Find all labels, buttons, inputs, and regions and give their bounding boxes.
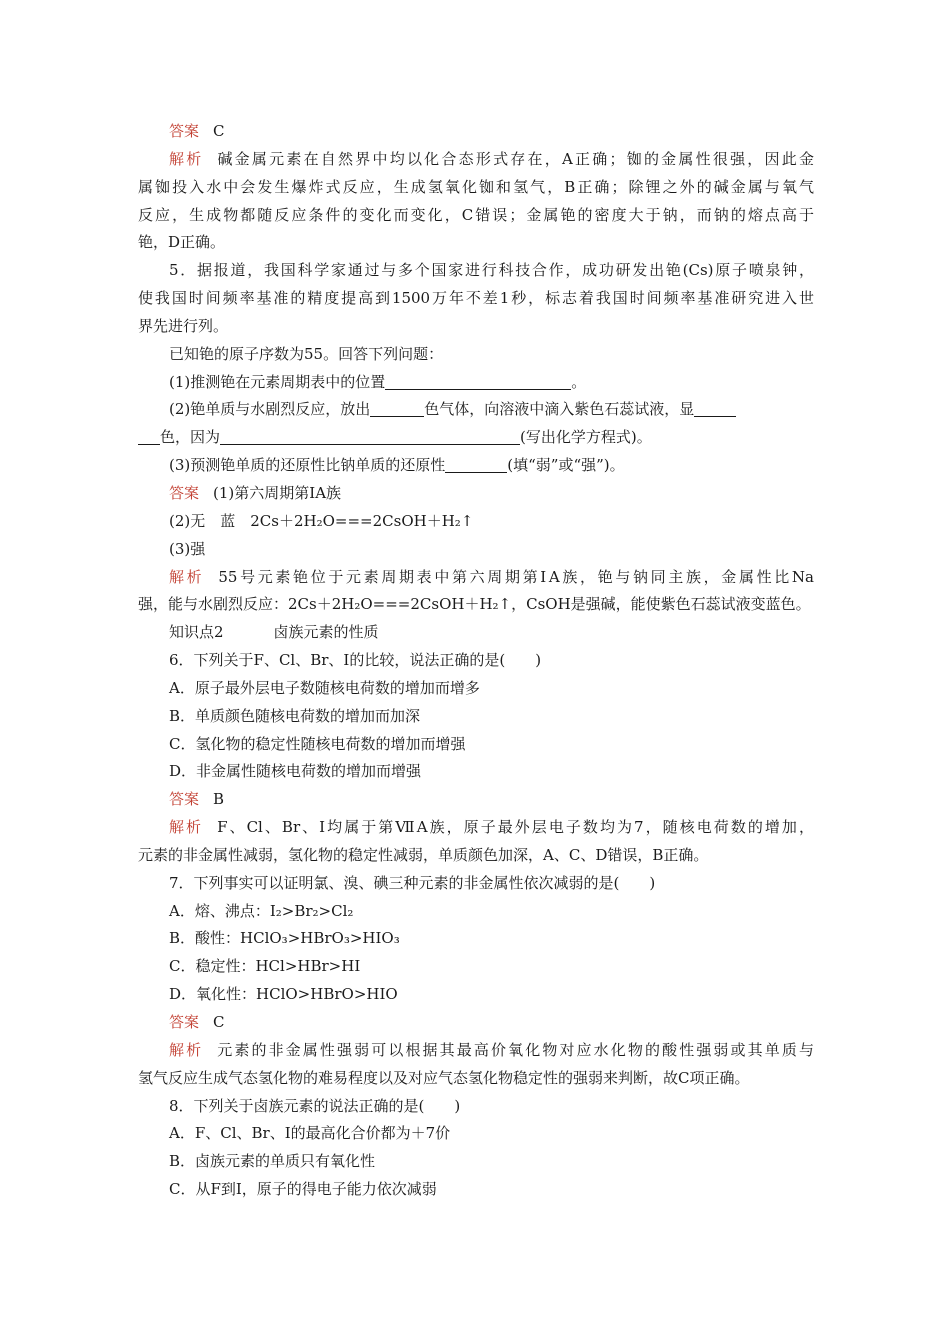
q5-analysis-line: 强，能与水剧烈反应：2Cs＋2H₂O===2CsOH＋H₂↑，CsOH是强碱，能使紫色石蕊试液变蓝色。 (138, 595, 811, 614)
q5-stem-line: 界先进行列。 (138, 316, 229, 335)
q7-answer: 答案 C (169, 1013, 225, 1031)
q4-analysis-line: 反应，生成物都随反应条件的变化而变化，C错误；金属铯的密度大于钠，而钠的熔点高于 (138, 205, 814, 224)
q7-analysis-line: 氢气反应生成气态氢化物的难易程度以及对应气态氢化物稳定性的强弱来判断，故C项正确。 (138, 1068, 750, 1087)
q7-option: D．氧化性：HClO>HBrO>HIO (169, 985, 398, 1004)
q5-answer-3: (3)强 (169, 539, 206, 558)
analysis-tag: 解析 (169, 567, 205, 586)
q5-answer: 答案 (1)第六周期第ⅠA族 (169, 483, 342, 502)
knowledge-point-heading: 知识点2 卤族元素的性质 (169, 623, 379, 642)
q7-option: A．熔、沸点：I₂>Br₂>Cl₂ (169, 901, 354, 920)
q5-sub2-cont: 色，因为 (写出化学方程式)。 (138, 424, 814, 452)
q8-option: B．卤族元素的单质只有氧化性 (169, 1152, 376, 1171)
q6-option: C．氢化物的稳定性随核电荷数的增加而增强 (169, 734, 466, 753)
blank-line (385, 371, 571, 390)
q4-analysis-line: 属铷投入水中会发生爆炸式反应，生成氢氧化铷和氢气，B正确；除锂之外的碱金属与氧气 (138, 177, 814, 196)
answer-tag: 答案 (169, 122, 200, 140)
q6-option: D．非金属性随核电荷数的增加而增强 (169, 762, 422, 781)
q5-analysis-line: 解析 55号元素铯位于元素周期表中第六周期第ⅠA族，铯与钠同主族，金属性比Na (169, 567, 814, 586)
blank-line (138, 426, 160, 445)
q4-answer (138, 118, 814, 146)
analysis-tag: 解析 (169, 818, 204, 837)
q6-option: B．单质颜色随核电荷数的增加而加深 (169, 706, 421, 725)
q5-sub1: (1)推测铯在元素周期表中的位置 。 (169, 372, 587, 391)
q5-sub2: (2)铯单质与水剧烈反应，放出 色气体，向溶液中滴入紫色石蕊试液，显 (138, 396, 814, 424)
q6-answer: 答案 B (169, 790, 225, 809)
q7-analysis-line: 解析 元素的非金属性强弱可以根据其最高价氧化物对应水化物的酸性强弱或其单质与 (169, 1040, 814, 1059)
q5-sub3: (3)预测铯单质的还原性比钠单质的还原性 (填“弱”或“强”)。 (169, 456, 625, 475)
q8-stem: 8．下列关于卤族元素的说法正确的是( ) (169, 1096, 461, 1115)
blank-line (370, 398, 424, 417)
q5-given: 已知铯的原子序数为55。回答下列问题： (169, 344, 444, 363)
answer-tag: 答案 (169, 790, 200, 809)
blank-line (220, 426, 520, 445)
q5-stem-line: 使我国时间频率基准的精度提高到1500万年不差1秒，标志着我国时间频率基准研究进入世 (138, 289, 814, 308)
q6-stem: 6．下列关于F、Cl、Br、I的比较，说法正确的是( ) (169, 651, 542, 670)
q6-analysis-line: 元素的非金属性减弱，氢化物的稳定性减弱，单质颜色加深，A、C、D错误，B正确。 (138, 845, 709, 864)
answer-value: C (213, 122, 225, 140)
analysis-tag: 解析 (169, 149, 204, 168)
q7-stem: 7．下列事实可以证明氯、溴、碘三种元素的非金属性依次减弱的是( ) (169, 873, 656, 892)
q4-analysis-line: 铯，D正确。 (138, 233, 226, 252)
blank-line (694, 398, 736, 417)
q8-option: C．从F到I，原子的得电子能力依次减弱 (169, 1180, 437, 1199)
analysis-tag: 解析 (169, 1040, 204, 1059)
answer-tag: 答案 (169, 483, 200, 502)
answer-tag: 答案 (169, 1013, 200, 1031)
document-page (138, 118, 814, 1204)
q6-option: A．原子最外层电子数随核电荷数的增加而增多 (169, 678, 480, 697)
q5-stem-line: 5．据报道，我国科学家通过与多个国家进行科技合作，成功研发出铯(Cs)原子喷泉钟， (169, 261, 814, 280)
q4-analysis-line: 解析 碱金属元素在自然界中均以化合态形式存在，A正确；铷的金属性很强，因此金 (169, 149, 814, 168)
q8-option: A．F、Cl、Br、I的最高化合价都为＋7价 (169, 1124, 451, 1143)
q6-analysis-line: 解析 F、Cl、Br、I均属于第ⅦA族，原子最外层电子数均为7，随核电荷数的增加， (169, 818, 814, 837)
q7-option: B．酸性：HClO₃>HBrO₃>HIO₃ (169, 929, 400, 948)
q5-answer-2: (2)无 蓝 2Cs＋2H₂O===2CsOH＋H₂↑ (169, 511, 474, 530)
q7-option: C．稳定性：HCl>HBr>HI (169, 957, 361, 976)
blank-line (445, 454, 507, 473)
